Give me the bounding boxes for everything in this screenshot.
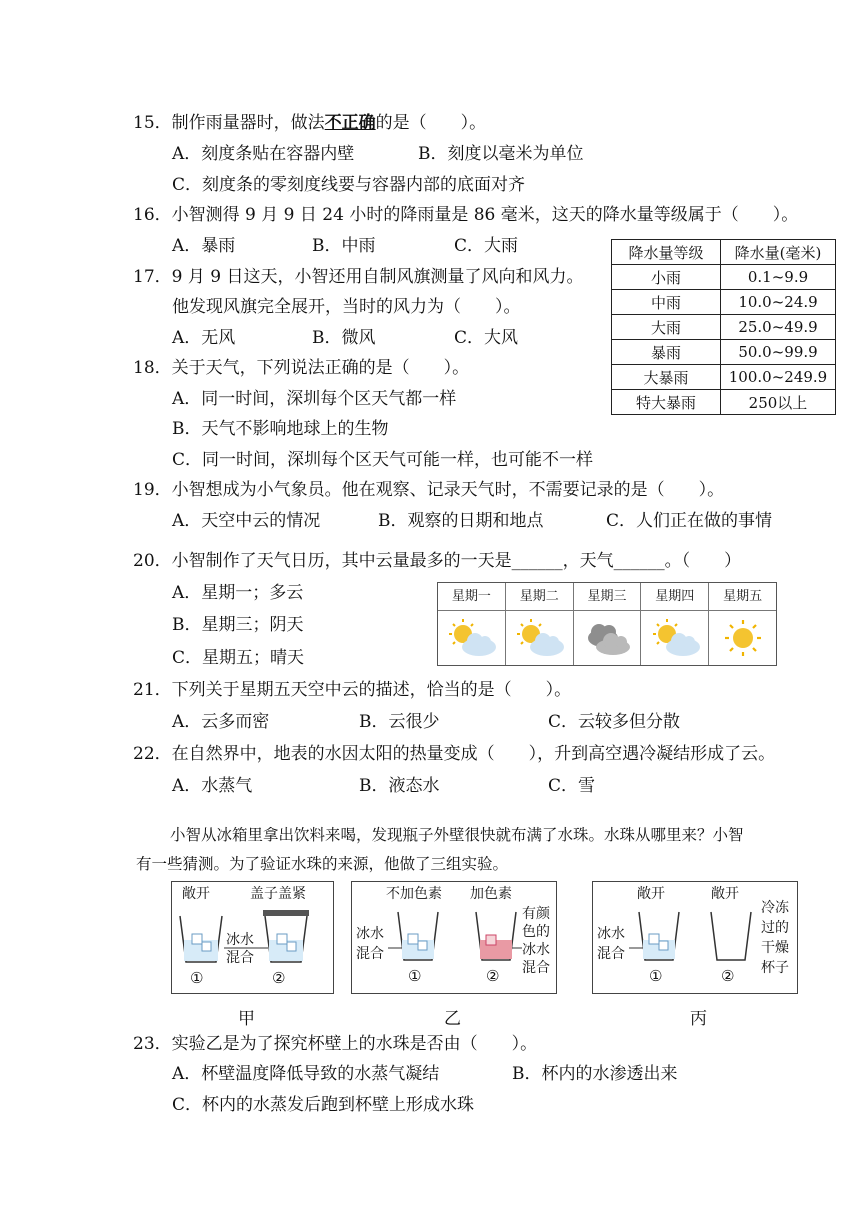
exp-yi-num-2: ② — [486, 967, 500, 985]
table-cell: 中雨 — [612, 290, 721, 315]
table-cell: 0.1~9.9 — [721, 265, 836, 290]
q17-option-b: B．微风 — [312, 328, 376, 348]
table-cell: 50.0~99.9 — [721, 340, 836, 365]
table-row — [612, 315, 836, 340]
exp-yi-label-color: 加色素 — [470, 886, 512, 902]
calendar-day-wednesday — [574, 583, 642, 665]
exp-bing-right-1: 冷冻 — [761, 900, 789, 916]
exp-yi-right-4: 混合 — [522, 960, 550, 976]
table-header-row — [612, 240, 836, 265]
q18-option-a: A．同一时间，深圳每个区天气都一样 — [172, 389, 457, 409]
passage-line2: 有一些猜测。为了验证水珠的来源，他做了三组实验。 — [136, 855, 509, 873]
table-cell: 100.0~249.9 — [721, 365, 836, 390]
calendar-day-label: 星期三 — [574, 583, 641, 611]
exp-bing-right-4: 杯子 — [761, 960, 789, 976]
table-row — [612, 365, 836, 390]
table-cell: 暴雨 — [612, 340, 721, 365]
table-cell: 10.0~24.9 — [721, 290, 836, 315]
calendar-day-tuesday — [506, 583, 574, 665]
experiment-yi — [351, 881, 557, 994]
q18-stem: 18．关于天气，下列说法正确的是（ ）。 — [133, 358, 470, 378]
exp-bing-num-2: ② — [721, 967, 735, 985]
exp-bing-label-open-2: 敞开 — [711, 886, 739, 902]
q18-option-c: C．同一时间，深圳每个区天气可能一样，也可能不一样 — [172, 450, 594, 470]
q21-option-c: C．云较多但分散 — [548, 712, 681, 732]
exp-bing-mix-1: 冰水 — [597, 926, 625, 942]
calendar-day-label: 星期五 — [709, 583, 776, 611]
exp-bing-right-2: 过的 — [761, 920, 789, 936]
table-cell: 特大暴雨 — [612, 390, 721, 415]
table-cell: 25.0~49.9 — [721, 315, 836, 340]
weather-calendar — [437, 582, 777, 666]
calendar-day-label: 星期四 — [641, 583, 708, 611]
calendar-day-thursday — [641, 583, 709, 665]
sunny-icon — [709, 611, 776, 665]
table-cell: 大暴雨 — [612, 365, 721, 390]
q23-option-c: C．杯内的水蒸发后跑到杯壁上形成水珠 — [172, 1095, 475, 1115]
exp-yi-mix-1: 冰水 — [356, 926, 384, 942]
q20-option-a: A．星期一；多云 — [172, 583, 304, 603]
exp-jia-mix-1: 冰水 — [226, 932, 254, 948]
passage-line1: 小智从冰箱里拿出饮料来喝，发现瓶子外壁很快就布满了水珠。水珠从哪里来？小智 — [170, 826, 744, 844]
exp-yi-right-3: 冰水 — [522, 942, 550, 958]
q15-option-b: B．刻度以毫米为单位 — [418, 144, 584, 164]
q23-option-b: B．杯内的水渗透出来 — [512, 1064, 678, 1084]
experiment-jia — [171, 881, 334, 994]
q23-option-a: A．杯壁温度降低导致的水蒸气凝结 — [172, 1064, 440, 1084]
calendar-day-friday — [709, 583, 776, 665]
experiment-bing — [592, 881, 798, 994]
exp-yi-caption: 乙 — [444, 1009, 461, 1029]
q19-stem: 19．小智想成为小气象员。他在观察、记录天气时，不需要记录的是（ ）。 — [133, 480, 725, 500]
exp-bing-label-open-1: 敞开 — [637, 886, 665, 902]
exp-jia-label-lid: 盖子盖紧 — [250, 886, 306, 902]
overcast-icon — [574, 611, 641, 665]
exp-jia-num-2: ② — [272, 969, 286, 987]
q22-option-c: C．雪 — [548, 776, 596, 796]
rainfall-level-table — [611, 239, 836, 415]
table-header: 降水量等级 — [612, 240, 721, 265]
q19-option-c: C．人们正在做的事情 — [606, 511, 773, 531]
q16-option-a: A．暴雨 — [172, 236, 236, 256]
exp-yi-mix-2: 混合 — [356, 946, 384, 962]
partly-cloudy-icon — [641, 611, 708, 665]
exp-yi-label-nocolor: 不加色素 — [386, 886, 442, 902]
exp-bing-right-3: 干燥 — [761, 940, 789, 956]
q21-stem: 21．下列关于星期五天空中云的描述，恰当的是（ ）。 — [133, 680, 572, 700]
table-row — [612, 340, 836, 365]
table-row — [612, 390, 836, 415]
partly-cloudy-icon — [438, 611, 505, 665]
q21-option-a: A．云多而密 — [172, 712, 270, 732]
q16-option-b: B．中雨 — [312, 236, 376, 256]
q22-option-b: B．液态水 — [359, 776, 440, 796]
table-cell: 大雨 — [612, 315, 721, 340]
q16-option-c: C．大雨 — [454, 236, 519, 256]
q20-option-b: B．星期三；阴天 — [172, 615, 304, 635]
exp-bing-caption: 丙 — [690, 1009, 707, 1029]
q16-stem: 16．小智测得 9 月 9 日 24 小时的降雨量是 86 毫米，这天的降水量等级属于（ ）。 — [133, 205, 799, 225]
table-row — [612, 290, 836, 315]
partly-cloudy-icon — [506, 611, 573, 665]
exp-jia-mix-2: 混合 — [226, 950, 254, 966]
table-row — [612, 265, 836, 290]
q15-stem: 15．制作雨量器时，做法不正确的是（ ）。 — [133, 113, 487, 133]
q15-emphasis: 不正确 — [324, 113, 376, 133]
q21-option-b: B．云很少 — [359, 712, 440, 732]
exp-yi-right-1: 有颜 — [522, 906, 550, 922]
table-cell: 小雨 — [612, 265, 721, 290]
exp-jia-caption: 甲 — [238, 1009, 255, 1029]
exp-bing-mix-2: 混合 — [597, 946, 625, 962]
q15-option-a: A．刻度条贴在容器内壁 — [172, 144, 355, 164]
q19-option-b: B．观察的日期和地点 — [378, 511, 544, 531]
q22-option-a: A．水蒸气 — [172, 776, 253, 796]
q17-stem-line2: 他发现风旗完全展开，当时的风力为（ ）。 — [172, 297, 521, 317]
table-header: 降水量(毫米) — [721, 240, 836, 265]
calendar-day-label: 星期一 — [438, 583, 505, 611]
q17-option-a: A．无风 — [172, 328, 236, 348]
exp-yi-right-2: 色的 — [522, 924, 550, 940]
q19-option-a: A．天空中云的情况 — [172, 511, 321, 531]
table-cell: 250以上 — [721, 390, 836, 415]
q17-option-c: C．大风 — [454, 328, 519, 348]
exp-yi-num-1: ① — [408, 967, 422, 985]
q17-stem-line1: 17．9 月 9 日这天，小智还用自制风旗测量了风向和风力。 — [133, 267, 584, 287]
exp-bing-num-1: ① — [649, 967, 663, 985]
calendar-day-label: 星期二 — [506, 583, 573, 611]
q15-option-c: C．刻度条的零刻度线要与容器内部的底面对齐 — [172, 175, 526, 195]
q20-stem: 20．小智制作了天气日历，其中云量最多的一天是______，天气______。（ ） — [133, 551, 742, 571]
q18-option-b: B．天气不影响地球上的生物 — [172, 419, 389, 439]
q22-stem: 22．在自然界中，地表的水因太阳的热量变成（ ），升到高空遇冷凝结形成了云。 — [133, 744, 776, 764]
exp-jia-num-1: ① — [190, 969, 204, 987]
calendar-day-monday — [438, 583, 506, 665]
exp-jia-label-open: 敞开 — [182, 886, 210, 902]
q20-option-c: C．星期五；晴天 — [172, 648, 305, 668]
q23-stem: 23．实验乙是为了探究杯壁上的水珠是否由（ ）。 — [133, 1034, 538, 1054]
